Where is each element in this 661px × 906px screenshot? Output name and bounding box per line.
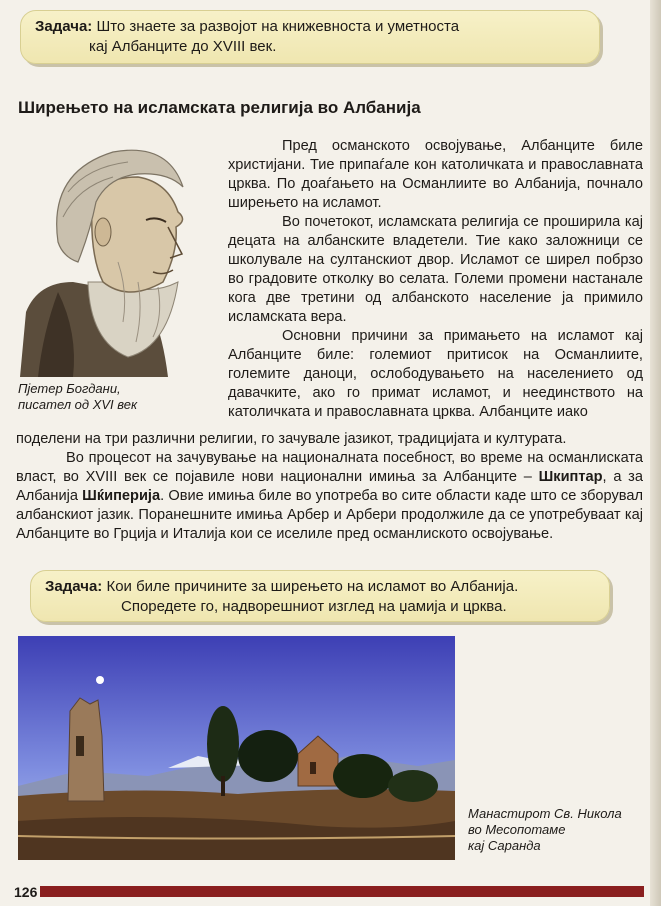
task-label: Задача: <box>45 578 103 595</box>
page-number: 126 <box>14 884 38 900</box>
task-box-top <box>20 10 600 64</box>
photo-caption-line3: кај Саранда <box>468 838 541 853</box>
task-text-line2: кај Албанците до XVIII век. <box>89 38 277 55</box>
task-text: Што знаете за развојот на книжевноста и уметноста <box>96 18 460 35</box>
photo-caption-line2: во Месопотаме <box>468 822 566 837</box>
task-box-bottom <box>30 570 610 622</box>
term-shkiptar: Шкиптар <box>538 469 603 485</box>
task-text: Кои биле причините за ширењето на исламот во Албанија. <box>106 578 519 595</box>
paragraph-2: Во почетокот, исламската религија се проширила кај децата на албанските владетели. Тие како заложници се школувале на султанскиот двор. Исламот се ширел побрзо во градовите отколку во селата. Големи промени настанале кога две третини од албанското население ја примило исламската вера. <box>228 214 643 325</box>
section-title: Ширењето на исламската религија во Албанија <box>18 98 421 117</box>
portrait-caption-line1: Пјетер Богдани, <box>18 381 121 396</box>
portrait-caption <box>18 381 137 413</box>
paragraph-4 <box>16 449 643 544</box>
footer-bar <box>40 886 644 897</box>
paragraph-3-continuation: поделени на три различни религии, го зачувале јазикот, традицијата и културата. <box>16 431 567 447</box>
paragraph-4-part-d: . Овие имиња биле во употреба во сите области каде што се зборувал албанскиот јазик. Поранешните имиња Арбер и Арбери продолжиле да се употребуваат кај Албанците во Грција и Италија кои се иселиле пред османлиското освојување. <box>16 488 644 542</box>
term-shkiperija: Шќиперија <box>82 488 161 504</box>
portrait-caption-line2: писател од XVI век <box>18 397 138 412</box>
photo-caption <box>468 806 622 854</box>
paragraph-4-part-a: Во процесот на зачувување на националната посебност, во време на османлиската власт, во XVIII век се појавиле нови национални имиња за Албанците – <box>16 450 643 485</box>
task-text-line2: Споредете го, надворешниот изглед на џамија и црква. <box>121 598 507 615</box>
portrait-illustration <box>18 132 188 377</box>
monastery-photo <box>18 636 455 860</box>
photo-caption-line1: Манастирот Св. Никола <box>468 806 622 821</box>
paragraph-1: Пред османското освојување, Албанците биле христијани. Тие припаѓале кон католичката и православната црква. По доаѓањето на Османлиите во Албанија, почнало ширењето на исламот. <box>228 138 643 211</box>
paragraph-4-part-c: , а за Албанија <box>16 469 643 504</box>
paragraph-3: Основни причини за примањето на исламот кај Албанците биле: големиот притисок на Османлиите, големите даноци, ослободувањето на населението од давачките, ако го примат исламот, и неединството на католичката и православната црква. Албанците иако <box>228 328 643 420</box>
page-gutter-shadow <box>650 0 661 906</box>
task-label: Задача: <box>35 18 93 35</box>
